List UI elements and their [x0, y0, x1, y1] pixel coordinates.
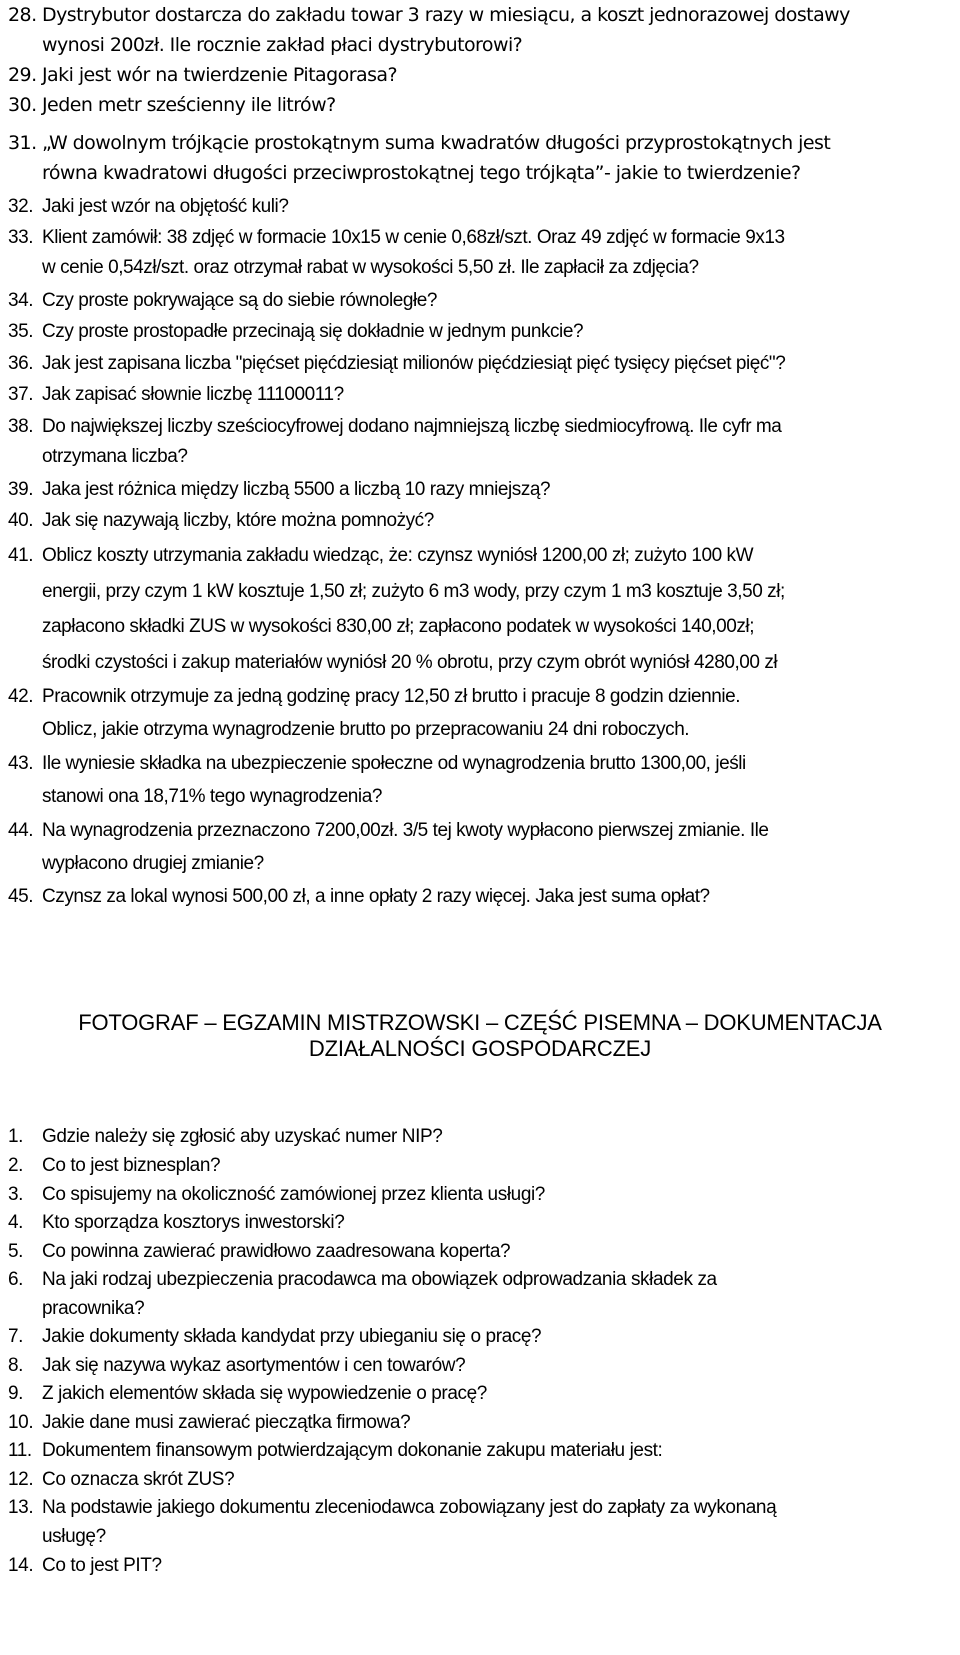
item-text: Czynsz za lokal wynosi 500,00 zł, a inne opłaty 2 razy więcej. Jaka jest suma opłat?	[42, 886, 710, 907]
item-text: Do największej liczby sześciocyfrowej dodano najmniejszą liczbę siedmiocyfrową. Ile cyfr ma otrzymana liczba?	[42, 416, 782, 467]
item-number: 6.	[8, 1269, 24, 1290]
item-number: 39.	[8, 479, 34, 500]
item-text: Gdzie należy się zgłosić aby uzyskać numer NIP?	[42, 1126, 443, 1147]
item-text: Jak jest zapisana liczba "pięćset pięćdziesiąt milionów pięćdziesiąt pięć tysięcy pięćset pięć"?	[42, 353, 786, 374]
item-text: Jak zapisać słownie liczbę 11100011?	[42, 384, 344, 405]
item-number: 37.	[8, 384, 34, 405]
item-number: 14.	[8, 1555, 34, 1576]
item-text: Czy proste pokrywające są do siebie równoległe?	[42, 290, 437, 311]
item-text: Z jakich elementów składa się wypowiedzenie o pracę?	[42, 1383, 487, 1404]
item-text: Kto sporządza kosztorys inwestorski?	[42, 1212, 345, 1233]
item-number: 4.	[8, 1212, 24, 1233]
item-text: Oblicz koszty utrzymania zakładu wiedząc, że: czynsz wyniósł 1200,00 zł; zużyto 100 kW energii, przy czym 1 kW kosztuje 1,50 zł; zużyto 6 m3 wody, przy czym 1 m3 kosztuje 3,50 zł; zapłacono składki ZUS w wysokości 830,00 zł; zapłacono podatek w wysokości 140,00zł; środki czystości i zakup materiałów wyniósł 20 % obrotu, przy czym obrót wyniósł 4280,00 zł	[42, 545, 785, 673]
item-text: Dystrybutor dostarcza do zakładu towar 3 razy w miesiącu, a koszt jednorazowej dostawy wynosi 200zł. Ile rocznie zakład płaci dystrybutorowi?	[42, 4, 850, 56]
item-text: Co powinna zawierać prawidłowo zaadresowana koperta?	[42, 1241, 511, 1262]
item-number: 36.	[8, 353, 34, 374]
item-text: Czy proste prostopadłe przecinają się dokładnie w jednym punkcie?	[42, 321, 584, 342]
item-text: Na podstawie jakiego dokumentu zleceniodawca zobowiązany jest do zapłaty za wykonaną usługę?	[42, 1497, 777, 1547]
item-text: Jaki jest wór na twierdzenie Pitagorasa?	[42, 64, 398, 86]
item-number: 13.	[8, 1497, 34, 1518]
item-number: 35.	[8, 321, 34, 342]
item-number: 1.	[8, 1126, 24, 1147]
item-number: 11.	[8, 1440, 32, 1461]
item-text: Jeden metr sześcienny ile litrów?	[42, 94, 336, 116]
item-number: 44.	[8, 820, 34, 841]
item-number: 34.	[8, 290, 34, 311]
item-number: 41.	[8, 545, 34, 566]
section-heading: FOTOGRAF – EGZAMIN MISTRZOWSKI – CZĘŚĆ PISEMNA – DOKUMENTACJA DZIAŁALNOŚCI GOSPODARCZEJ	[78, 1010, 882, 1061]
item-number: 10.	[8, 1412, 34, 1433]
item-number: 5.	[8, 1241, 24, 1262]
item-text: Jaki jest wzór na objętość kuli?	[42, 196, 289, 217]
item-text: Jak się nazywają liczby, które można pomnożyć?	[42, 510, 434, 531]
item-text: Ile wyniesie składka na ubezpieczenie społeczne od wynagrodzenia brutto 1300,00, jeśli stanowi ona 18,71% tego wynagrodzenia?	[42, 753, 746, 807]
item-text: Pracownik otrzymuje za jedną godzinę pracy 12,50 zł brutto i pracuje 8 godzin dziennie. Oblicz, jakie otrzyma wynagrodzenie brutto po przepracowaniu 24 dni roboczych.	[42, 686, 741, 740]
item-number: 7.	[8, 1326, 24, 1347]
item-number: 9.	[8, 1383, 24, 1404]
item-text: Jakie dane musi zawierać pieczątka firmowa?	[42, 1412, 411, 1433]
item-text: Co to jest biznesplan?	[42, 1155, 221, 1176]
item-text: Jaka jest różnica między liczbą 5500 a liczbą 10 razy mniejszą?	[42, 479, 551, 500]
item-number: 43.	[8, 753, 34, 774]
item-number: 45.	[8, 886, 34, 907]
item-number: 33.	[8, 227, 34, 248]
item-text: Jakie dokumenty składa kandydat przy ubieganiu się o pracę?	[42, 1326, 542, 1347]
item-number: 30.	[8, 94, 37, 116]
item-number: 42.	[8, 686, 34, 707]
item-text: Jak się nazywa wykaz asortymentów i cen towarów?	[42, 1355, 466, 1376]
item-number: 2.	[8, 1155, 24, 1176]
item-text: Klient zamówił: 38 zdjęć w formacie 10x15 w cenie 0,68zł/szt. Oraz 49 zdjęć w formacie 9x13 w cenie 0,54zł/szt. oraz otrzymał rabat w wysokości 5,50 zł. Ile zapłacił za zdjęcia?	[42, 227, 785, 278]
item-number: 32.	[8, 196, 34, 217]
item-number: 38.	[8, 416, 34, 437]
item-number: 28.	[8, 4, 37, 26]
item-number: 3.	[8, 1184, 24, 1205]
item-text: Co spisujemy na okoliczność zamówionej przez klienta usługi?	[42, 1184, 545, 1205]
item-text: Co oznacza skrót ZUS?	[42, 1469, 235, 1490]
item-text: Dokumentem finansowym potwierdzającym dokonanie zakupu materiału jest:	[42, 1440, 663, 1461]
item-number: 40.	[8, 510, 34, 531]
item-text: Na wynagrodzenia przeznaczono 7200,00zł. 3/5 tej kwoty wypłacono pierwszej zmianie. Ile wypłacono drugiej zmianie?	[42, 820, 769, 874]
item-text: Na jaki rodzaj ubezpieczenia pracodawca ma obowiązek odprowadzania składek za pracownika?	[42, 1269, 717, 1319]
item-text: „W dowolnym trójkącie prostokątnym suma kwadratów długości przyprostokątnych jest równa kwadratowi długości przeciwprostokątnej tego trójkąta”- jakie to twierdzenie?	[42, 132, 831, 184]
item-text: Co to jest PIT?	[42, 1555, 162, 1576]
item-number: 8.	[8, 1355, 24, 1376]
item-number: 31.	[8, 132, 37, 154]
item-number: 29.	[8, 64, 37, 86]
item-number: 12.	[8, 1469, 34, 1490]
